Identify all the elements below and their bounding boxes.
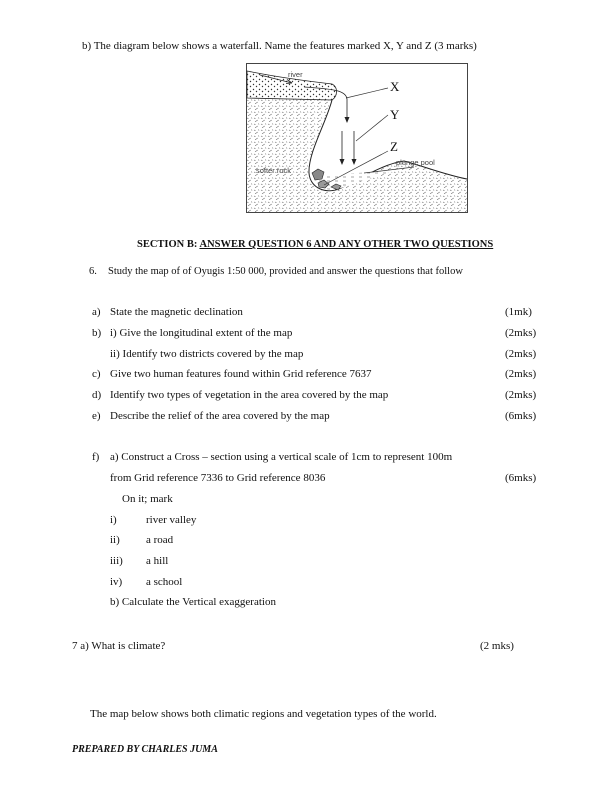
waterfall-diagram xyxy=(246,63,468,213)
q6-item-f-mark-intro: On it; mark xyxy=(122,493,173,505)
q6-item-f-line1: a) Construct a Cross – section using a vertical scale of 1cm to represent 100m xyxy=(110,451,453,463)
q6-f-sub-iv-text: a school xyxy=(146,576,183,588)
q6-item-a-label: a) xyxy=(92,306,101,318)
q6-f-sub-iv-label: iv) xyxy=(110,576,123,588)
q6-item-a-text: State the magnetic declination xyxy=(110,306,243,318)
label-x: X xyxy=(390,79,400,94)
q7-a-text: 7 a) What is climate? xyxy=(72,640,166,652)
label-river: river xyxy=(288,70,303,79)
q6-f-sub-ii-label: ii) xyxy=(110,534,120,546)
question-6-intro: Study the map of of Oyugis 1:50 000, provided and answer the questions that follow xyxy=(108,266,463,277)
section-b-prefix: SECTION B: xyxy=(137,239,200,250)
q7-map-intro: The map below shows both climatic regions and vegetation types of the world. xyxy=(90,708,437,720)
q6-item-f-marks: (6mks) xyxy=(505,472,537,484)
q6-item-c-text: Give two human features found within Grid reference 7637 xyxy=(110,368,372,380)
q6-item-a-marks: (1mk) xyxy=(505,306,532,318)
label-plunge-pool: plunge pool xyxy=(396,158,435,167)
q6-f-sub-iii-label: iii) xyxy=(110,555,123,567)
q6-f-sub-i-label: i) xyxy=(110,514,117,526)
q7-a-marks: (2 mks) xyxy=(480,640,514,652)
q6-item-f-line2: from Grid reference 7336 to Grid reference 8036 xyxy=(110,472,326,484)
q6-item-d-text: Identify two types of vegetation in the area covered by the map xyxy=(110,389,389,401)
section-b-heading xyxy=(137,239,493,250)
question-6-number: 6. xyxy=(89,266,97,277)
q6-f-part-b: b) Calculate the Vertical exaggeration xyxy=(110,596,276,608)
q6-f-sub-iii-text: a hill xyxy=(146,555,169,567)
footer-prepared-by: PREPARED BY CHARLES JUMA xyxy=(72,744,218,755)
q6-item-b2-text: ii) Identify two districts covered by the map xyxy=(110,348,304,360)
q6-item-b-text: i) Give the longitudinal extent of the map xyxy=(110,327,293,339)
label-z: Z xyxy=(390,139,398,154)
q6-item-e-label: e) xyxy=(92,410,101,422)
q6-item-c-marks: (2mks) xyxy=(505,368,537,380)
q6-item-b-marks: (2mks) xyxy=(505,327,537,339)
q6-item-e-marks: (6mks) xyxy=(505,410,537,422)
q6-item-b2-marks: (2mks) xyxy=(505,348,537,360)
q6-f-sub-i-text: river valley xyxy=(146,514,197,526)
waterfall-illustration xyxy=(246,63,468,213)
question-b-text: b) The diagram below shows a waterfall. Name the features marked X, Y and Z (3 marks) xyxy=(82,40,477,52)
q6-item-d-label: d) xyxy=(92,389,102,401)
section-b-title: ANSWER QUESTION 6 AND ANY OTHER TWO QUESTIONS xyxy=(199,239,494,250)
q6-item-c-label: c) xyxy=(92,368,101,380)
label-y: Y xyxy=(390,107,400,122)
q6-f-sub-ii-text: a road xyxy=(146,534,174,546)
q6-item-b-label: b) xyxy=(92,327,102,339)
q6-item-f-label: f) xyxy=(92,451,100,463)
q6-item-d-marks: (2mks) xyxy=(505,389,537,401)
q6-item-e-text: Describe the relief of the area covered by the map xyxy=(110,410,330,422)
label-softer-rock: softer rock xyxy=(256,166,292,175)
